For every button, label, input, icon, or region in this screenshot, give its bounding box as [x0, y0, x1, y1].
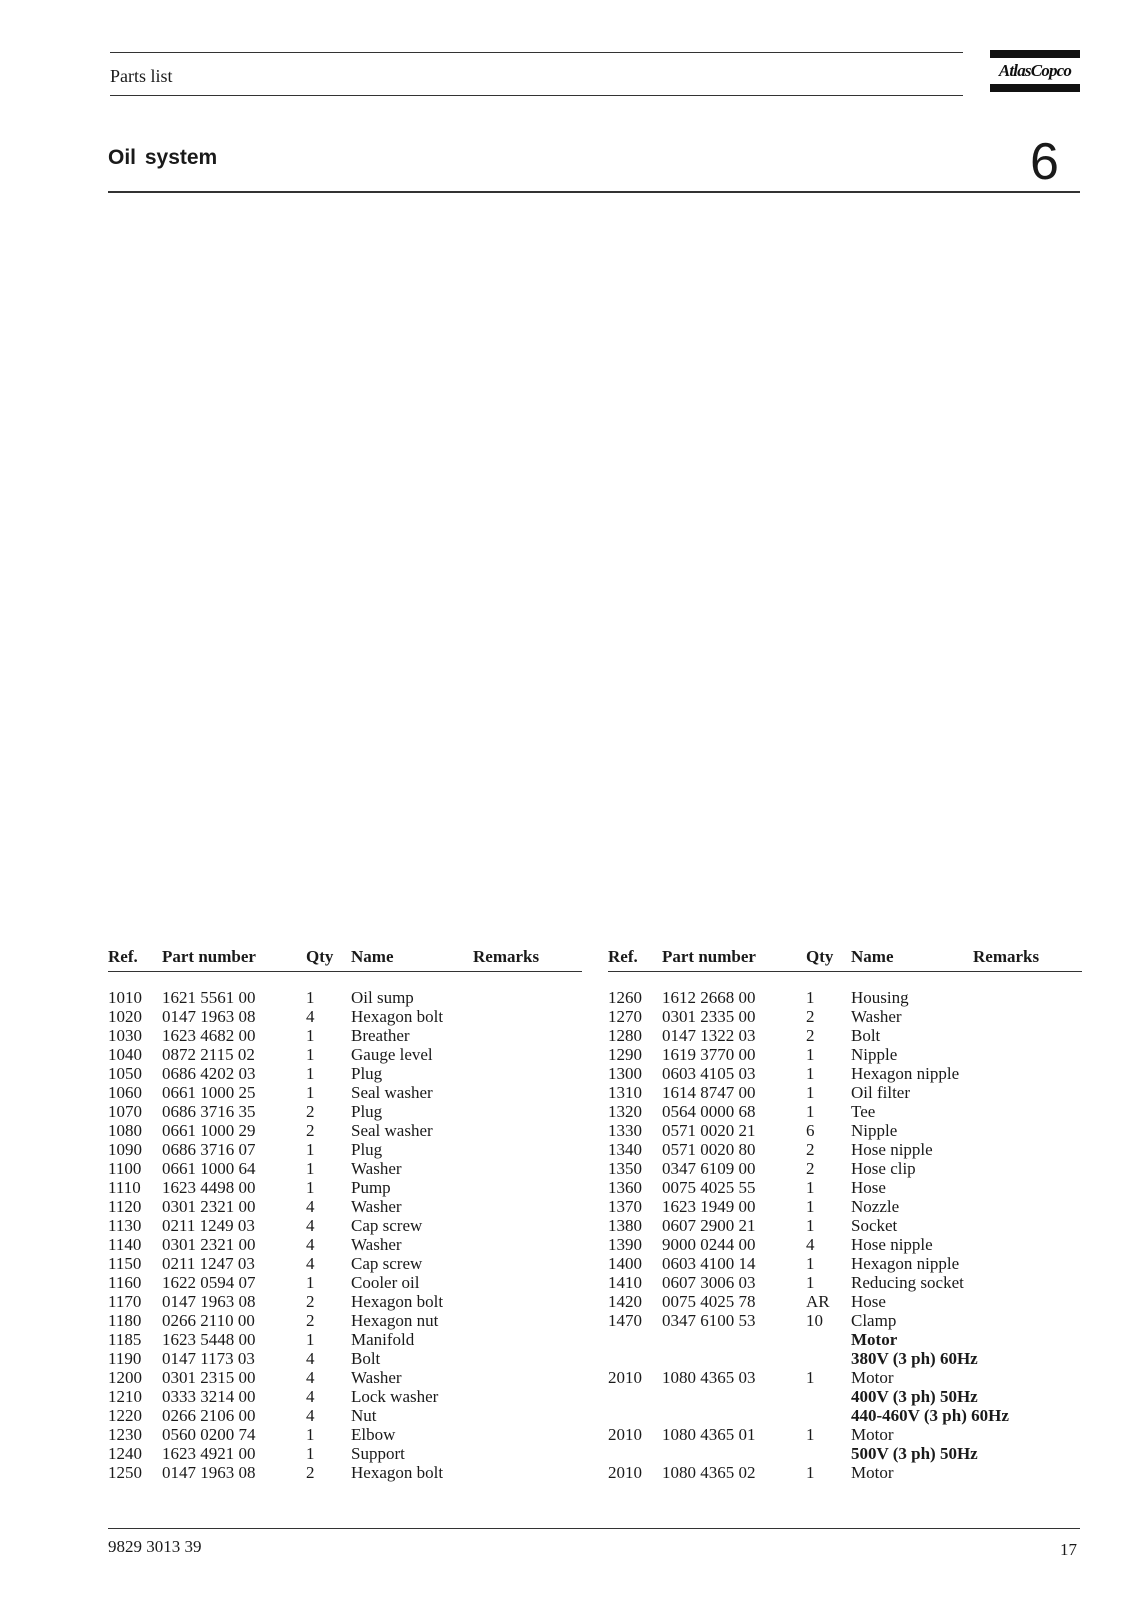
page-number: 17 [1060, 1540, 1077, 1559]
table-row [608, 1368, 1082, 1387]
ref-cell: 1100 [108, 1159, 142, 1178]
ref-cell: 1270 [608, 1007, 642, 1026]
section-rule [108, 191, 1080, 193]
ref-cell: 1260 [608, 988, 642, 1007]
logo-bar-top [990, 50, 1080, 58]
name-cell: 500V (3 ph) 50Hz [851, 1444, 978, 1463]
table-row [608, 1026, 1082, 1045]
table-row [608, 1349, 1082, 1368]
part-number-cell: 0301 2321 00 [162, 1197, 256, 1216]
qty-cell: 1 [806, 1254, 815, 1273]
name-cell: Socket [851, 1216, 898, 1235]
table-row [608, 1330, 1082, 1349]
part-number-cell: 0661 1000 64 [162, 1159, 256, 1178]
table-row [608, 1045, 1082, 1064]
table-row [608, 1007, 1082, 1026]
ref-cell: 1320 [608, 1102, 642, 1121]
part-number-cell: 0661 1000 29 [162, 1121, 256, 1140]
logo-bar-bottom [990, 84, 1080, 92]
part-number-cell: 1621 5561 00 [162, 988, 256, 1007]
name-cell: Housing [851, 988, 909, 1007]
qty-cell: 1 [806, 1102, 815, 1121]
qty-cell: 1 [806, 1083, 815, 1102]
name-cell: Washer [351, 1159, 402, 1178]
ref-cell: 1400 [608, 1254, 642, 1273]
qty-cell: 4 [306, 1254, 315, 1273]
part-number-cell: 0607 2900 21 [662, 1216, 756, 1235]
part-number-cell: 0333 3214 00 [162, 1387, 256, 1406]
qty-cell: 2 [306, 1311, 315, 1330]
ref-cell: 1080 [108, 1121, 142, 1140]
name-cell: Hexagon nipple [851, 1064, 960, 1083]
name-cell: Oil sump [351, 988, 414, 1007]
name-cell: Seal washer [351, 1083, 433, 1102]
name-cell: Cap screw [351, 1254, 423, 1273]
name-cell: Washer [351, 1235, 402, 1254]
name-cell: Oil filter [851, 1083, 911, 1102]
ref-cell: 1020 [108, 1007, 142, 1026]
name-cell: Bolt [851, 1026, 881, 1045]
qty-cell: 4 [306, 1387, 315, 1406]
table-row [108, 1349, 582, 1368]
qty-cell: 1 [306, 1444, 315, 1463]
qty-cell: 1 [806, 1425, 815, 1444]
table-row [108, 1159, 582, 1178]
ref-cell: 1470 [608, 1311, 642, 1330]
qty-cell: 2 [806, 1007, 815, 1026]
ref-cell: 1050 [108, 1064, 142, 1083]
section-title: Oil system [108, 146, 218, 169]
ref-cell: 1370 [608, 1197, 642, 1216]
ref-cell: 1220 [108, 1406, 142, 1425]
name-cell: Plug [351, 1102, 383, 1121]
ref-cell: 1130 [108, 1216, 142, 1235]
part-number-cell: 0147 1963 08 [162, 1463, 256, 1482]
parts-table-left [108, 947, 582, 1482]
document-number: 9829 3013 39 [108, 1537, 202, 1556]
name-cell: Hose [851, 1178, 886, 1197]
name-cell: Cooler oil [351, 1273, 420, 1292]
qty-cell: 2 [306, 1463, 315, 1482]
col-qty-header: Qty [306, 947, 334, 966]
qty-cell: 1 [806, 1273, 815, 1292]
qty-cell: 1 [306, 988, 315, 1007]
name-cell: Washer [351, 1368, 402, 1387]
name-cell: Hexagon bolt [351, 1292, 444, 1311]
name-cell: Nipple [851, 1045, 898, 1064]
ref-cell: 1070 [108, 1102, 142, 1121]
ref-cell: 1240 [108, 1444, 142, 1463]
footer-rule [108, 1528, 1080, 1529]
name-cell: Clamp [851, 1311, 897, 1330]
part-number-cell: 0147 1963 08 [162, 1007, 256, 1026]
table-row [608, 1311, 1082, 1330]
name-cell: Nozzle [851, 1197, 900, 1216]
ref-cell: 1120 [108, 1197, 142, 1216]
ref-cell: 1200 [108, 1368, 142, 1387]
ref-cell: 2010 [608, 1463, 642, 1482]
table-row [108, 1121, 582, 1140]
part-number-cell: 1619 3770 00 [662, 1045, 756, 1064]
ref-cell: 1410 [608, 1273, 642, 1292]
name-cell: Reducing socket [851, 1273, 964, 1292]
part-number-cell: 0686 3716 07 [162, 1140, 256, 1159]
qty-cell: 1 [306, 1064, 315, 1083]
table-row [108, 1178, 582, 1197]
table-row [108, 1083, 582, 1102]
ref-cell: 1185 [108, 1330, 142, 1349]
part-number-cell: 0347 6100 53 [662, 1311, 756, 1330]
qty-cell: 4 [306, 1368, 315, 1387]
ref-cell: 1150 [108, 1254, 142, 1273]
col-remarks-header: Remarks [973, 947, 1040, 966]
qty-cell: 1 [806, 1064, 815, 1083]
table-row [108, 1254, 582, 1273]
table-row [608, 1178, 1082, 1197]
ref-cell: 2010 [608, 1425, 642, 1444]
ref-cell: 1190 [108, 1349, 142, 1368]
table-row [608, 1254, 1082, 1273]
ref-cell: 1160 [108, 1273, 142, 1292]
qty-cell: 1 [306, 1273, 315, 1292]
part-number-cell: 0301 2315 00 [162, 1368, 256, 1387]
name-cell: Pump [351, 1178, 391, 1197]
table-row [608, 1387, 1082, 1406]
ref-cell: 1230 [108, 1425, 142, 1444]
name-cell: Cap screw [351, 1216, 423, 1235]
table-row [608, 1235, 1082, 1254]
name-cell: Elbow [351, 1425, 396, 1444]
ref-cell: 1030 [108, 1026, 142, 1045]
part-number-cell: 0147 1173 03 [162, 1349, 255, 1368]
table-row [108, 1140, 582, 1159]
logo-text: AtlasCopco [998, 61, 1072, 80]
qty-cell: 1 [306, 1083, 315, 1102]
table-row [608, 1463, 1082, 1482]
qty-cell: 1 [806, 1197, 815, 1216]
name-cell: Nipple [851, 1121, 898, 1140]
part-number-cell: 0661 1000 25 [162, 1083, 256, 1102]
table-body [608, 988, 1082, 1482]
name-cell: Plug [351, 1064, 383, 1083]
name-cell: Nut [351, 1406, 377, 1425]
name-cell: Washer [851, 1007, 902, 1026]
name-cell: 400V (3 ph) 50Hz [851, 1387, 978, 1406]
part-number-cell: 9000 0244 00 [662, 1235, 756, 1254]
ref-cell: 1330 [608, 1121, 642, 1140]
name-cell: Motor [851, 1463, 894, 1482]
table-row [108, 988, 582, 1007]
col-name-header: Name [851, 947, 894, 966]
table-row [608, 988, 1082, 1007]
col-part-number-header: Part number [662, 947, 756, 966]
part-number-cell: 0571 0020 80 [662, 1140, 756, 1159]
ref-cell: 1310 [608, 1083, 642, 1102]
table-row [108, 1387, 582, 1406]
part-number-cell: 0872 2115 02 [162, 1045, 255, 1064]
table-row [608, 1159, 1082, 1178]
name-cell: Bolt [351, 1349, 381, 1368]
ref-cell: 1340 [608, 1140, 642, 1159]
name-cell: Hose [851, 1292, 886, 1311]
qty-cell: 4 [306, 1406, 315, 1425]
table-row [108, 1026, 582, 1045]
part-number-cell: 0266 2106 00 [162, 1406, 256, 1425]
name-cell: Hexagon nipple [851, 1254, 960, 1273]
table-row [608, 1140, 1082, 1159]
ref-cell: 1380 [608, 1216, 642, 1235]
name-cell: Breather [351, 1026, 410, 1045]
qty-cell: 1 [306, 1178, 315, 1197]
table-row [608, 1064, 1082, 1083]
name-cell: Manifold [351, 1330, 415, 1349]
ref-cell: 1290 [608, 1045, 642, 1064]
qty-cell: 10 [806, 1311, 823, 1330]
ref-cell: 1300 [608, 1064, 642, 1083]
part-number-cell: 0075 4025 78 [662, 1292, 756, 1311]
parts-table-right [608, 947, 1082, 1482]
table-row [108, 1273, 582, 1292]
ref-cell: 1210 [108, 1387, 142, 1406]
qty-cell: 4 [306, 1216, 315, 1235]
name-cell: Hexagon nut [351, 1311, 439, 1330]
part-number-cell: 1623 4921 00 [162, 1444, 256, 1463]
table-row [108, 1444, 582, 1463]
table-header [608, 947, 1082, 972]
qty-cell: 1 [806, 1178, 815, 1197]
name-cell: Tee [851, 1102, 876, 1121]
ref-cell: 1060 [108, 1083, 142, 1102]
qty-cell: 2 [806, 1026, 815, 1045]
name-cell: Seal washer [351, 1121, 433, 1140]
part-number-cell: 0564 0000 68 [662, 1102, 756, 1121]
table-row [608, 1425, 1082, 1444]
table-body [108, 988, 582, 1482]
col-ref-header: Ref. [108, 947, 138, 966]
col-part-number-header: Part number [162, 947, 256, 966]
header-rule-bottom [110, 95, 963, 96]
col-remarks-header: Remarks [473, 947, 540, 966]
qty-cell: 1 [806, 1216, 815, 1235]
table-row [108, 1425, 582, 1444]
ref-cell: 1040 [108, 1045, 142, 1064]
part-number-cell: 0571 0020 21 [662, 1121, 756, 1140]
qty-cell: 4 [306, 1197, 315, 1216]
table-row [108, 1292, 582, 1311]
table-row [608, 1102, 1082, 1121]
table-row [608, 1444, 1082, 1463]
part-number-cell: 1080 4365 01 [662, 1425, 756, 1444]
name-cell: Hose clip [851, 1159, 916, 1178]
qty-cell: 1 [806, 1045, 815, 1064]
table-row [108, 1045, 582, 1064]
qty-cell: 1 [306, 1026, 315, 1045]
name-cell: Gauge level [351, 1045, 433, 1064]
table-row [108, 1064, 582, 1083]
qty-cell: 2 [306, 1102, 315, 1121]
qty-cell: 2 [306, 1121, 315, 1140]
name-cell: Support [351, 1444, 405, 1463]
ref-cell: 1110 [108, 1178, 141, 1197]
name-cell: Plug [351, 1140, 383, 1159]
table-row [108, 1311, 582, 1330]
part-number-cell: 0603 4100 14 [662, 1254, 756, 1273]
table-row [108, 1463, 582, 1482]
part-number-cell: 1612 2668 00 [662, 988, 756, 1007]
name-cell: Motor [851, 1425, 894, 1444]
part-number-cell: 1080 4365 03 [662, 1368, 756, 1387]
part-number-cell: 1623 1949 00 [662, 1197, 756, 1216]
table-row [108, 1216, 582, 1235]
part-number-cell: 0347 6109 00 [662, 1159, 756, 1178]
ref-cell: 1350 [608, 1159, 642, 1178]
section-number: 6 [1030, 133, 1059, 191]
ref-cell: 1170 [108, 1292, 142, 1311]
part-number-cell: 0301 2321 00 [162, 1235, 256, 1254]
qty-cell: AR [806, 1292, 830, 1311]
table-row [608, 1273, 1082, 1292]
header-title: Parts list [110, 66, 173, 86]
qty-cell: 1 [306, 1140, 315, 1159]
part-number-cell: 0147 1963 08 [162, 1292, 256, 1311]
col-ref-header: Ref. [608, 947, 638, 966]
qty-cell: 1 [806, 1463, 815, 1482]
table-row [108, 1102, 582, 1121]
ref-cell: 1360 [608, 1178, 642, 1197]
part-number-cell: 0211 1249 03 [162, 1216, 255, 1235]
qty-cell: 4 [306, 1349, 315, 1368]
name-cell: Washer [351, 1197, 402, 1216]
qty-cell: 1 [806, 1368, 815, 1387]
name-cell: 380V (3 ph) 60Hz [851, 1349, 978, 1368]
part-number-cell: 1623 4498 00 [162, 1178, 256, 1197]
part-number-cell: 0607 3006 03 [662, 1273, 756, 1292]
table-row [608, 1216, 1082, 1235]
table-row [608, 1083, 1082, 1102]
name-cell: Motor [851, 1330, 898, 1349]
name-cell: Hexagon bolt [351, 1463, 444, 1482]
ref-cell: 1010 [108, 988, 142, 1007]
col-name-header: Name [351, 947, 394, 966]
part-number-cell: 0603 4105 03 [662, 1064, 756, 1083]
table-row [108, 1406, 582, 1425]
table-row [608, 1197, 1082, 1216]
ref-cell: 2010 [608, 1368, 642, 1387]
table-header [108, 947, 582, 972]
part-number-cell: 0686 3716 35 [162, 1102, 256, 1121]
table-row [108, 1330, 582, 1349]
table-row [108, 1197, 582, 1216]
header-rule-top [110, 52, 963, 53]
part-number-cell: 0211 1247 03 [162, 1254, 255, 1273]
qty-cell: 4 [306, 1007, 315, 1026]
name-cell: Hexagon bolt [351, 1007, 444, 1026]
ref-cell: 1280 [608, 1026, 642, 1045]
part-number-cell: 1080 4365 02 [662, 1463, 756, 1482]
part-number-cell: 1622 0594 07 [162, 1273, 256, 1292]
qty-cell: 1 [306, 1330, 315, 1349]
ref-cell: 1250 [108, 1463, 142, 1482]
name-cell: Lock washer [351, 1387, 439, 1406]
ref-cell: 1390 [608, 1235, 642, 1254]
col-qty-header: Qty [806, 947, 834, 966]
qty-cell: 2 [806, 1159, 815, 1178]
qty-cell: 1 [306, 1159, 315, 1178]
qty-cell: 1 [306, 1045, 315, 1064]
qty-cell: 4 [806, 1235, 815, 1254]
table-row [608, 1121, 1082, 1140]
qty-cell: 6 [806, 1121, 815, 1140]
ref-cell: 1140 [108, 1235, 142, 1254]
qty-cell: 2 [306, 1292, 315, 1311]
part-number-cell: 0075 4025 55 [662, 1178, 756, 1197]
part-number-cell: 0301 2335 00 [662, 1007, 756, 1026]
atlas-copco-logo [990, 50, 1080, 94]
part-number-cell: 1614 8747 00 [662, 1083, 756, 1102]
name-cell: Hose nipple [851, 1140, 933, 1159]
ref-cell: 1180 [108, 1311, 142, 1330]
qty-cell: 2 [806, 1140, 815, 1159]
qty-cell: 4 [306, 1235, 315, 1254]
table-row [108, 1235, 582, 1254]
qty-cell: 1 [806, 988, 815, 1007]
name-cell: 440-460V (3 ph) 60Hz [851, 1406, 1009, 1425]
table-row [608, 1292, 1082, 1311]
part-number-cell: 0147 1322 03 [662, 1026, 756, 1045]
part-number-cell: 1623 4682 00 [162, 1026, 256, 1045]
qty-cell: 1 [306, 1425, 315, 1444]
name-cell: Motor [851, 1368, 894, 1387]
table-row [108, 1368, 582, 1387]
name-cell: Hose nipple [851, 1235, 933, 1254]
part-number-cell: 0686 4202 03 [162, 1064, 256, 1083]
table-row [608, 1406, 1082, 1425]
ref-cell: 1420 [608, 1292, 642, 1311]
table-row [108, 1007, 582, 1026]
part-number-cell: 1623 5448 00 [162, 1330, 256, 1349]
part-number-cell: 0560 0200 74 [162, 1425, 256, 1444]
part-number-cell: 0266 2110 00 [162, 1311, 255, 1330]
ref-cell: 1090 [108, 1140, 142, 1159]
